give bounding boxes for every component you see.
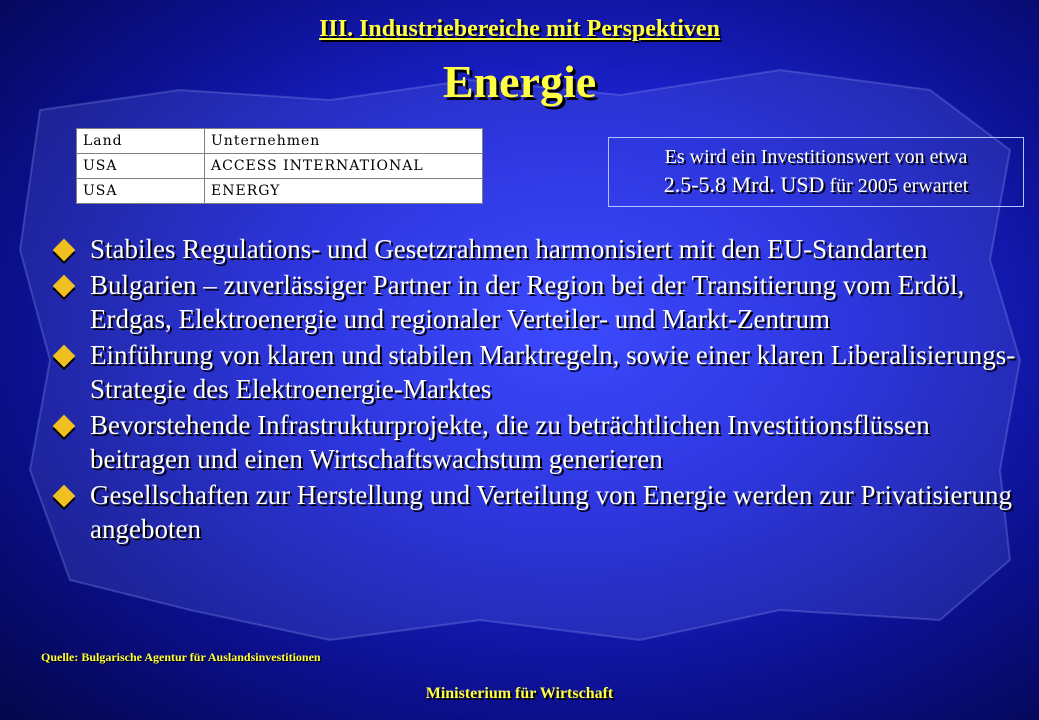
- table-cell-company: ACCESS INTERNATIONAL: [205, 154, 483, 179]
- investment-info-box: [608, 137, 1024, 207]
- source-note: Quelle: Bulgarische Agentur für Auslandsinvestitionen: [41, 650, 321, 664]
- bullet-text: Einführung von klaren und stabilen Marktregeln, sowie einer klaren Liberalisierungs-Strategie des Elektroenergie-Marktes: [90, 340, 1016, 404]
- bullet-text: Bevorstehende Infrastrukturprojekte, die zu beträchtlichen Investitionsflüssen beitragen und einen Wirtschaftswachstum generieren: [90, 410, 930, 474]
- diamond-bullet-icon: [53, 239, 76, 262]
- investment-value: 2.5-5.8 Mrd. USD: [663, 172, 825, 197]
- bullet-text: Gesellschaften zur Herstellung und Verteilung von Energie werden zur Privatisierung angeboten: [90, 480, 1012, 544]
- list-item: [56, 338, 1026, 406]
- table-cell-country: USA: [77, 179, 205, 204]
- investment-suffix: für 2005 erwartet: [824, 175, 969, 197]
- table-header-land: Land: [77, 129, 205, 154]
- section-title: III. Industriebereiche mit Perspektiven: [319, 16, 720, 42]
- diamond-bullet-icon: [53, 275, 76, 298]
- table-cell-company: ENERGY: [205, 179, 483, 204]
- page-title: Energie: [442, 56, 597, 107]
- table-header-company: Unternehmen: [205, 129, 483, 154]
- list-item: [56, 268, 1026, 336]
- diamond-bullet-icon: [53, 345, 76, 368]
- table-row: [77, 179, 483, 204]
- footer-ministry: Ministerium für Wirtschaft: [425, 685, 614, 702]
- list-item: [56, 408, 1026, 476]
- table-header-row: [77, 129, 483, 154]
- info-line-2: [609, 171, 1023, 200]
- info-line-1: Es wird ein Investitionswert von etwa: [664, 146, 968, 168]
- list-item: [56, 232, 1026, 266]
- table-row: [77, 154, 483, 179]
- list-item: [56, 478, 1026, 546]
- bullet-text: Stabiles Regulations- und Gesetzrahmen harmonisiert mit den EU-Standarten: [90, 234, 928, 264]
- bullet-text: Bulgarien – zuverlässiger Partner in der Region bei der Transitierung vom Erdöl, Erdgas, Elektroenergie und regionaler Verteiler- und Markt-Zentrum: [90, 270, 965, 334]
- bullet-list: [56, 232, 1026, 548]
- table-cell-country: USA: [77, 154, 205, 179]
- company-table: [76, 128, 483, 204]
- diamond-bullet-icon: [53, 485, 76, 508]
- diamond-bullet-icon: [53, 415, 76, 438]
